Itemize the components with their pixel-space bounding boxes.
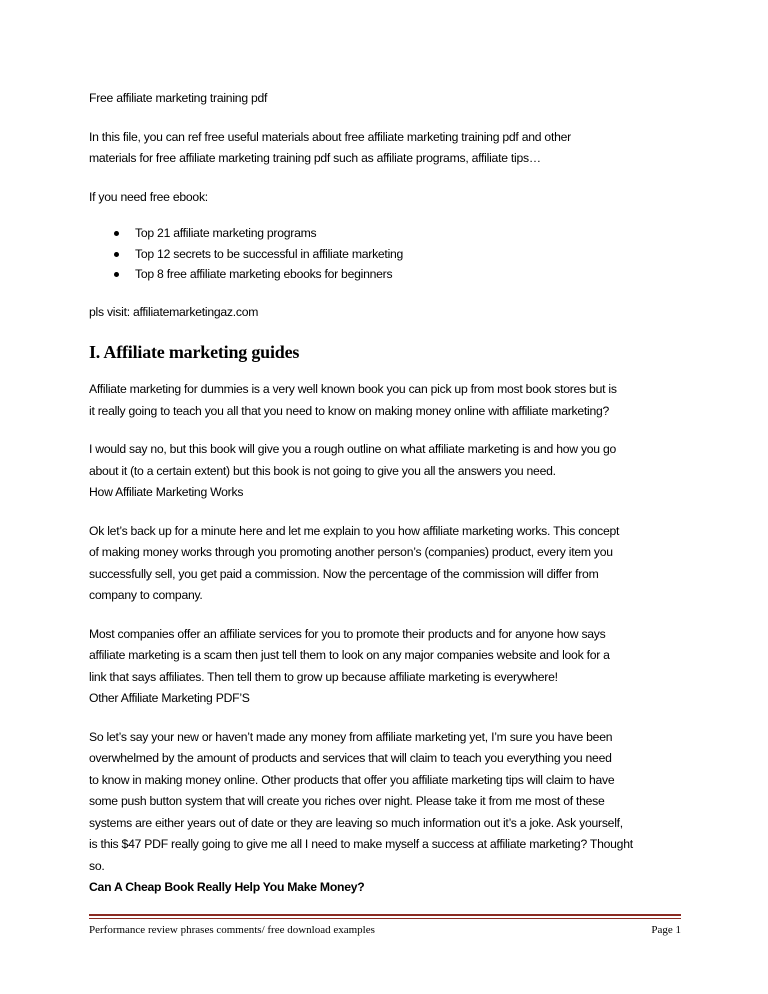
paragraph-line: I would say no, but this book will give you a rough outline on what affiliate marketing is and how you go: [89, 442, 617, 456]
paragraph-line: successfully sell, you get paid a commission. Now the percentage of the commission will differ from: [89, 566, 599, 581]
subheading-line: Other Affiliate Marketing PDF’S: [89, 691, 250, 705]
ebook-list-item: Top 8 free affiliate marketing ebooks for beginners: [89, 264, 689, 285]
paragraph-3: [89, 521, 689, 607]
paragraph-5: [89, 727, 689, 878]
bold-subheading: Can A Cheap Book Really Help You Make Money?: [89, 880, 365, 894]
visit-line: pls visit: affiliatemarketingaz.com: [89, 304, 259, 319]
intro-line: In this file, you can ref free useful materials about free affiliate marketing training pdf and other: [89, 129, 571, 144]
paragraph-line: Most companies offer an affiliate services for you to promote their products and for anyone how says: [89, 626, 606, 641]
page-number: Page 1: [651, 924, 681, 936]
paragraph-2: [89, 439, 689, 504]
paragraph-line: overwhelmed by the amount of products and services that will claim to teach you everything you need: [89, 751, 612, 765]
subheading-line: How Affiliate Marketing Works: [89, 485, 244, 499]
paragraph-line: so.: [89, 858, 105, 873]
paragraph-4: [89, 624, 689, 710]
ebook-list: [89, 223, 689, 285]
paragraph-line: affiliate marketing is a scam then just tell them to look on any major companies website and look for a: [89, 648, 610, 662]
ebook-prompt: If you need free ebook:: [89, 189, 208, 204]
paragraph-line: of making money works through you promoting another person’s (companies) product, every item you: [89, 545, 613, 559]
paragraph-line: So let’s say your new or haven’t made any money from affiliate marketing yet, I’m sure you have been: [89, 729, 613, 744]
intro-paragraph: [89, 127, 689, 170]
ebook-list-item: Top 21 affiliate marketing programs: [89, 223, 689, 244]
page-footer: [89, 924, 681, 936]
section-heading: I. Affiliate marketing guides: [89, 342, 300, 362]
paragraph-line: Ok let’s back up for a minute here and let me explain to you how affiliate marketing works. This concept: [89, 523, 620, 538]
paragraph-1: [89, 379, 689, 422]
paragraph-line: is this $47 PDF really going to give me all I need to make myself a success at affiliate marketing? Thought: [89, 837, 633, 851]
paragraph-line: Affiliate marketing for dummies is a very well known book you can pick up from most book stores but is: [89, 382, 617, 396]
paragraph-line: about it (to a certain extent) but this book is not going to give you all the answers you need.: [89, 463, 556, 478]
paragraph-line: company to company.: [89, 588, 203, 602]
ebook-list-item: Top 12 secrets to be successful in affiliate marketing: [89, 244, 689, 265]
paragraph-line: systems are either years out of date or they are leaving so much information out it’s a joke. Ask yourself,: [89, 815, 623, 830]
paragraph-line: to know in making money online. Other products that offer you affiliate marketing tips will claim to have: [89, 772, 615, 787]
footer-text: Performance review phrases comments/ free download examples: [89, 924, 375, 936]
document-title: Free affiliate marketing training pdf: [89, 91, 268, 105]
intro-line: materials for free affiliate marketing training pdf such as affiliate programs, affiliate tips…: [89, 151, 541, 165]
paragraph-line: it really going to teach you all that you need to know on making money online with affiliate marketing?: [89, 403, 610, 418]
footer-rule-thin: [89, 918, 681, 919]
footer-rule: [89, 914, 681, 916]
paragraph-line: link that says affiliates. Then tell them to grow up because affiliate marketing is everywhere!: [89, 669, 558, 684]
page-body: [89, 88, 689, 899]
paragraph-line: some push button system that will create you riches over night. Please take it from me most of these: [89, 794, 605, 808]
